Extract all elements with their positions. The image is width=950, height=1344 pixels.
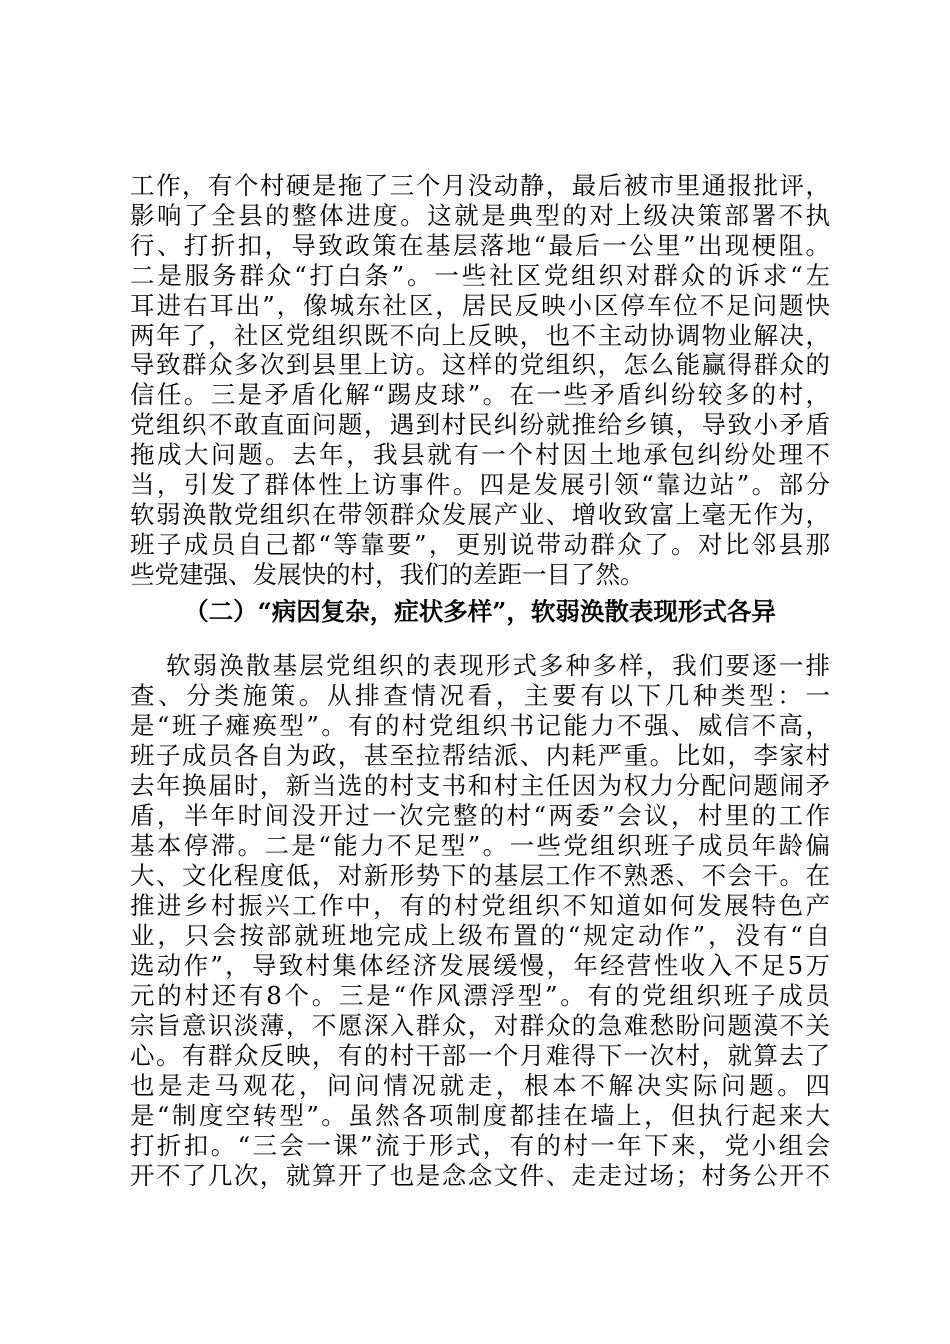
text-line: 宗旨意识淡薄，不愿深入群众，对群众的急难愁盼问题漠不关 bbox=[130, 1011, 830, 1040]
text-line: 些党建强、发展快的村，我们的差距一目了然。 bbox=[130, 559, 645, 589]
text-line: 软弱涣散基层党组织的表现形式多种多样，我们要逐一排 bbox=[166, 651, 830, 680]
text-line: 班子成员各自为政，甚至拉帮结派、内耗严重。比如，李家村 bbox=[130, 741, 830, 770]
text-line: 元的村还有8个。三是“作风漂浮型”。有的党组织班子成员 bbox=[130, 981, 830, 1010]
text-line: 大、文化程度低，对新形势下的基层工作不熟悉、不会干。在 bbox=[130, 861, 830, 890]
text-line: 党组织不敢直面问题，遇到村民纠纷就推给乡镇，导致小矛盾 bbox=[130, 410, 830, 440]
text-line: 心。有群众反映，有的村干部一个月难得下一次村，就算去了 bbox=[130, 1041, 830, 1070]
text-line: 去年换届时，新当选的村支书和村主任因为权力分配问题闹矛 bbox=[130, 771, 830, 800]
text-line: 二是服务群众“打白条”。一些社区党组织对群众的诉求“左 bbox=[130, 260, 830, 290]
text-line: 工作，有个村硬是拖了三个月没动静，最后被市里通报批评， bbox=[130, 171, 830, 200]
text-line: 打折扣。“三会一课”流于形式，有的村一年下来，党小组会 bbox=[130, 1131, 830, 1160]
text-line: 盾，半年时间没开过一次完整的村“两委”会议，村里的工作 bbox=[130, 801, 830, 830]
text-line: 信任。三是矛盾化解“踢皮球”。在一些矛盾纠纷较多的村， bbox=[130, 380, 830, 410]
text-line: 当，引发了群体性上访事件。四是发展引领“靠边站”。部分 bbox=[130, 470, 830, 499]
text-line: 行、打折扣，导致政策在基层落地“最后一公里”出现梗阻。 bbox=[130, 230, 830, 260]
text-line: 耳进右耳出”，像城东社区，居民反映小区停车位不足问题快 bbox=[130, 290, 830, 320]
text-line: 是“班子瘫痪型”。有的村党组织书记能力不强、威信不高， bbox=[130, 711, 830, 740]
text-line: 推进乡村振兴工作中，有的村党组织不知道如何发展特色产 bbox=[130, 891, 830, 920]
text-line: 两年了，社区党组织既不向上反映，也不主动协调物业解决， bbox=[130, 320, 830, 350]
text-line: 软弱涣散党组织在带领群众发展产业、增收致富上毫无作为， bbox=[130, 499, 830, 529]
section-heading: （二）“病因复杂，症状多样”，软弱涣散表现形式各异 bbox=[184, 597, 776, 626]
text-line: 开不了几次，就算开了也是念念文件、走走过场；村务公开不 bbox=[130, 1161, 830, 1190]
text-line: 业，只会按部就班地完成上级布置的“规定动作”，没有“自 bbox=[130, 921, 830, 950]
text-line: 影响了全县的整体进度。这就是典型的对上级决策部署不执 bbox=[130, 200, 830, 230]
text-line: 班子成员自己都“等靠要”，更别说带动群众了。对比邻县那 bbox=[130, 529, 830, 559]
text-line: 查、分类施策。从排查情况看，主要有以下几种类型：一 bbox=[130, 681, 830, 710]
text-line: 导致群众多次到县里上访。这样的党组织，怎么能赢得群众的 bbox=[130, 350, 830, 380]
text-line: 选动作”，导致村集体经济发展缓慢，年经营性收入不足5万 bbox=[130, 951, 830, 980]
text-line: 是“制度空转型”。虽然各项制度都挂在墙上，但执行起来大 bbox=[130, 1101, 830, 1130]
text-line: 拖成大问题。去年，我县就有一个村因土地承包纠纷处理不 bbox=[130, 440, 830, 470]
text-line: 也是走马观花，问问情况就走，根本不解决实际问题。四 bbox=[130, 1071, 830, 1100]
text-line: 基本停滞。二是“能力不足型”。一些党组织班子成员年龄偏 bbox=[130, 831, 830, 860]
